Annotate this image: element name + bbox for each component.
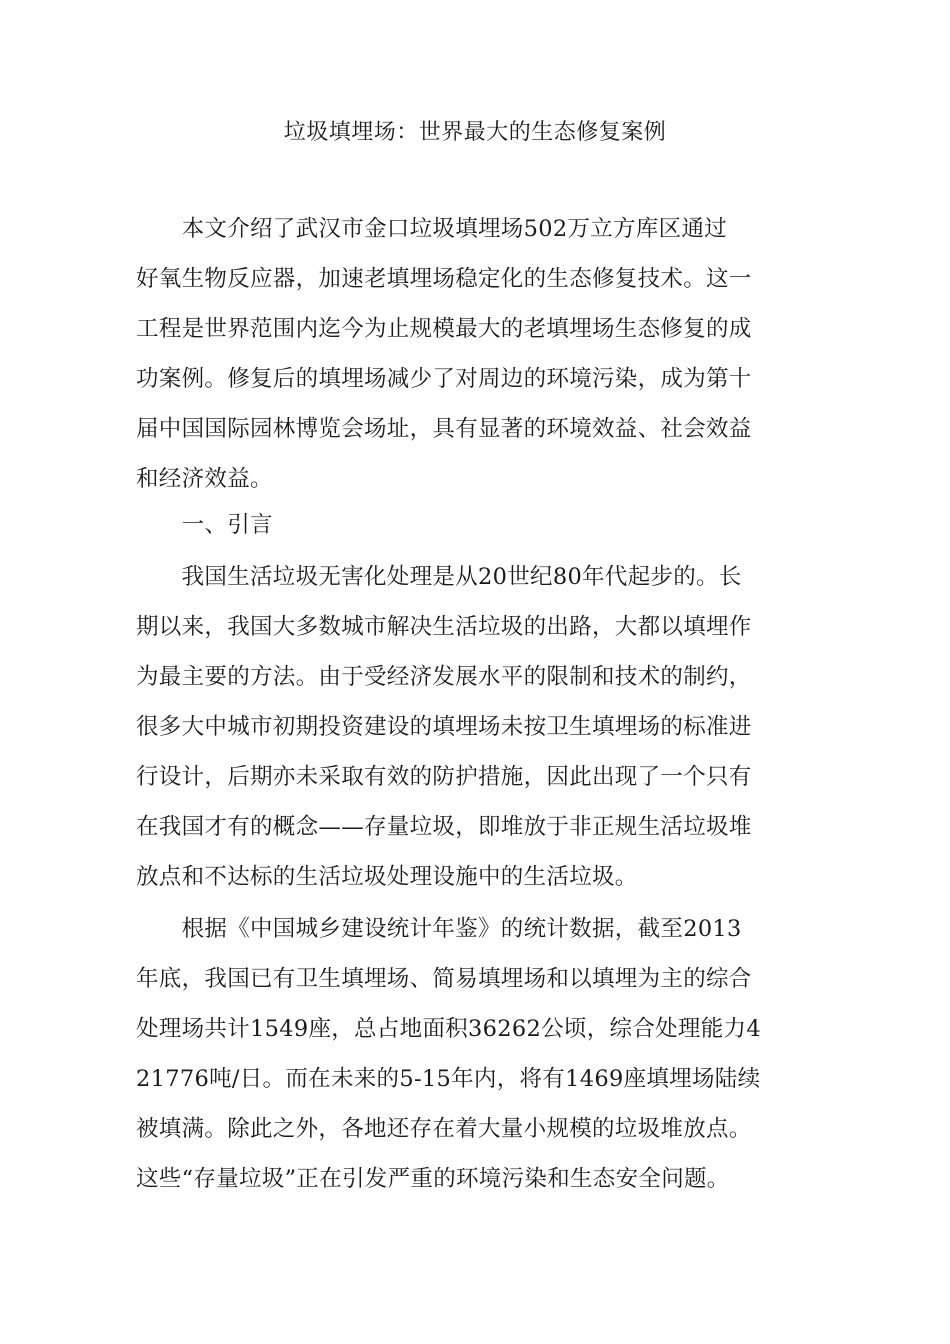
body-paragraph-1	[136, 552, 826, 902]
text-line: 21776吨/日。而在未来的5-15年内，将有1469座填埋场陆续	[136, 1066, 761, 1092]
section-heading	[136, 500, 826, 550]
text-line: 本文介绍了武汉市金口垃圾填埋场502万立方库区通过	[136, 216, 728, 242]
text-line: 工程是世界范围内迄今为止规模最大的老填埋场生态修复的成	[136, 316, 752, 342]
document-title: 垃圾填埋场：世界最大的生态修复案例	[283, 120, 667, 145]
abstract-paragraph	[136, 204, 826, 504]
section-heading-text: 一、引言	[136, 512, 273, 538]
text-line: 好氧生物反应器，加速老填埋场稳定化的生态修复技术。这一	[136, 266, 752, 292]
text-line: 功案例。修复后的填埋场减少了对周边的环境污染，成为第十	[136, 366, 752, 392]
text-line: 为最主要的方法。由于受经济发展水平的限制和技术的制约，	[136, 664, 752, 690]
text-line: 处理场共计1549座，总占地面积36262公顷，综合处理能力4	[136, 1016, 761, 1042]
text-line: 我国生活垃圾无害化处理是从20世纪80年代起步的。长	[136, 564, 742, 590]
text-line: 在我国才有的概念——存量垃圾，即堆放于非正规生活垃圾堆	[136, 814, 752, 840]
text-line: 被填满。除此之外，各地还存在着大量小规模的垃圾堆放点。	[136, 1116, 752, 1142]
text-line: 期以来，我国大多数城市解决生活垃圾的出路，大都以填埋作	[136, 614, 752, 640]
text-line: 行设计，后期亦未采取有效的防护措施，因此出现了一个只有	[136, 764, 752, 790]
body-paragraph-2	[136, 904, 826, 1204]
text-line: 年底，我国已有卫生填埋场、简易填埋场和以填埋为主的综合	[136, 966, 752, 992]
text-line: 这些“存量垃圾”正在引发严重的环境污染和生态安全问题。	[136, 1166, 730, 1192]
text-line: 很多大中城市初期投资建设的填埋场未按卫生填埋场的标准进	[136, 714, 752, 740]
text-line: 和经济效益。	[136, 466, 273, 492]
text-line: 放点和不达标的生活垃圾处理设施中的生活垃圾。	[136, 864, 638, 890]
text-line: 届中国国际园林博览会场址，具有显著的环境效益、社会效益	[136, 416, 752, 442]
text-line: 根据《中国城乡建设统计年鉴》的统计数据，截至2013	[136, 916, 742, 942]
